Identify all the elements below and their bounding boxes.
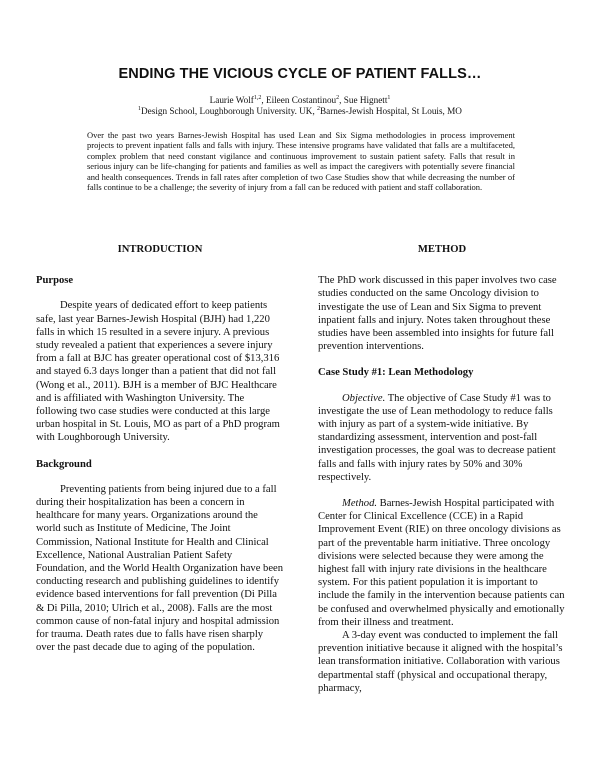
author-block [0,95,600,117]
subheading-purpose: Purpose [36,275,74,287]
paragraph-objective [318,392,566,484]
method-lead: Method. [342,498,378,510]
paragraph-purpose: Despite years of dedicated effort to keep patients safe, last year Barnes-Jewish Hospital (BJH) had 1,220 falls in which 15 resulted in a severe injury. A previous study revealed a patient that experiences a severe injury from a fall at BJC has greater operational cost of $13,316 and stayed 6.3 days longer than a patient that did not fall (Wong et al., 2011). BJH is a member of BJC Healthcare and is affiliated with Washington University. The following two case studies were conducted at this large urban hospital in St. Louis, MO as part of a PhD program with Loughborough University. [36,300,280,444]
section-heading-method: METHOD [417,244,467,255]
author-costantinou-affil: 2 [336,95,340,101]
affiliation-2-mark: 2 [317,106,321,112]
affiliation-1-mark: 1 [138,106,142,112]
objective-lead: Objective. [342,392,386,404]
paragraph-background: Preventing patients from being injured due to a fall during their hospitalization has been a concern in healthcare for many years. Organizations around the world such as Institute of Medicine, The Joint Commission, National Institute for Health and Clinical Excellence, National Australian Patient Safety Foundation, and the World Health Organization have been conducting research and publishing guidelines to identify evidence based interventions for fall prevention (Di Pilla & Di Pilla, 2010; Ulrich et al., 2008). Falls are the most common cause of non-fatal injury and hospital admission for trauma. Death rates due to falls have risen sharply over the past decade due to aging of the population. [36,483,284,654]
objective-text: The objective of Case Study #1 was to investigate the use of Lean methodology to reduce falls with injury as part of a system-wide initiative. By standardizing assessment, intervention and post-fall investigation processes, the goal was to decrease patient falls and falls with injury rates by 50% and 30% respectively. [318,392,556,483]
author-hignett: , Sue Hignett [339,95,388,105]
right-column [318,243,566,695]
author-hignett-affil: 1 [387,95,391,101]
affiliation-2: Barnes-Jewish Hospital, St Louis, MO [320,106,462,116]
paragraph-method-intro: The PhD work discussed in this paper involves two case studies conducted on the same Oncology division to investigate the use of Lean and Six Sigma to prevent inpatient falls and injury. Notes taken throughout these studies have been assembled into insights for future fall prevention interventions. [318,275,557,353]
subheading-background: Background [36,458,92,470]
left-column [36,243,284,667]
section-heading-introduction: INTRODUCTION [117,244,203,255]
subheading-case-study-1: Case Study #1: Lean Methodology [318,367,474,379]
abstract: Over the past two years Barnes-Jewish Hospital has used Lean and Six Sigma methodologies in process improvement projects to prevent inpatient falls and falls with injury. These intensive programs have validated that falls are a multifaceted, complex problem that need constant vigilance and continuous improvement to sustain patient safety. Falls that result in serious injury can be life-changing for patients and families as well as impact the caregivers with potentially severe financial and health consequences. Trends in fall rates after completion of two Case Studies show that while decreasing the number of falls continue to be a challenge; the severity of injury from a fall can be reduced with patient and staff collaboration. [87,130,515,193]
author-costantinou: , Eileen Costantinou [261,95,337,105]
affiliation-1: Design School, Loughborough University. UK, [141,106,318,116]
affiliation-line [0,106,600,117]
paragraph-method [318,497,566,629]
paper-title: ENDING THE VICIOUS CYCLE OF PATIENT FALLS… [118,66,482,82]
author-line [0,95,600,106]
method-text: Barnes-Jewish Hospital participated with Center for Clinical Excellence (CCE) in a Rapid Improvement Event (RIE) on three oncology divisions as part of the preventable harm initiative. Three oncology divisions were selected because they were among the highest fall with injury rate divisions in the healthcare system. For this patient population it is important to include the family in the intervention because patients can be confused and overwhelmed physically and emotionally from their illness and treatment. [318,498,565,628]
author-wolf-affil: 1,2 [253,95,262,101]
paragraph-event: A 3-day event was conducted to implement the fall prevention initiative because it aligned with the hospital’s lean transformation initiative. Collaboration with various departmental staff (physical and occupational therapy, pharmacy, [318,630,563,694]
author-wolf: Laurie Wolf [209,95,254,105]
